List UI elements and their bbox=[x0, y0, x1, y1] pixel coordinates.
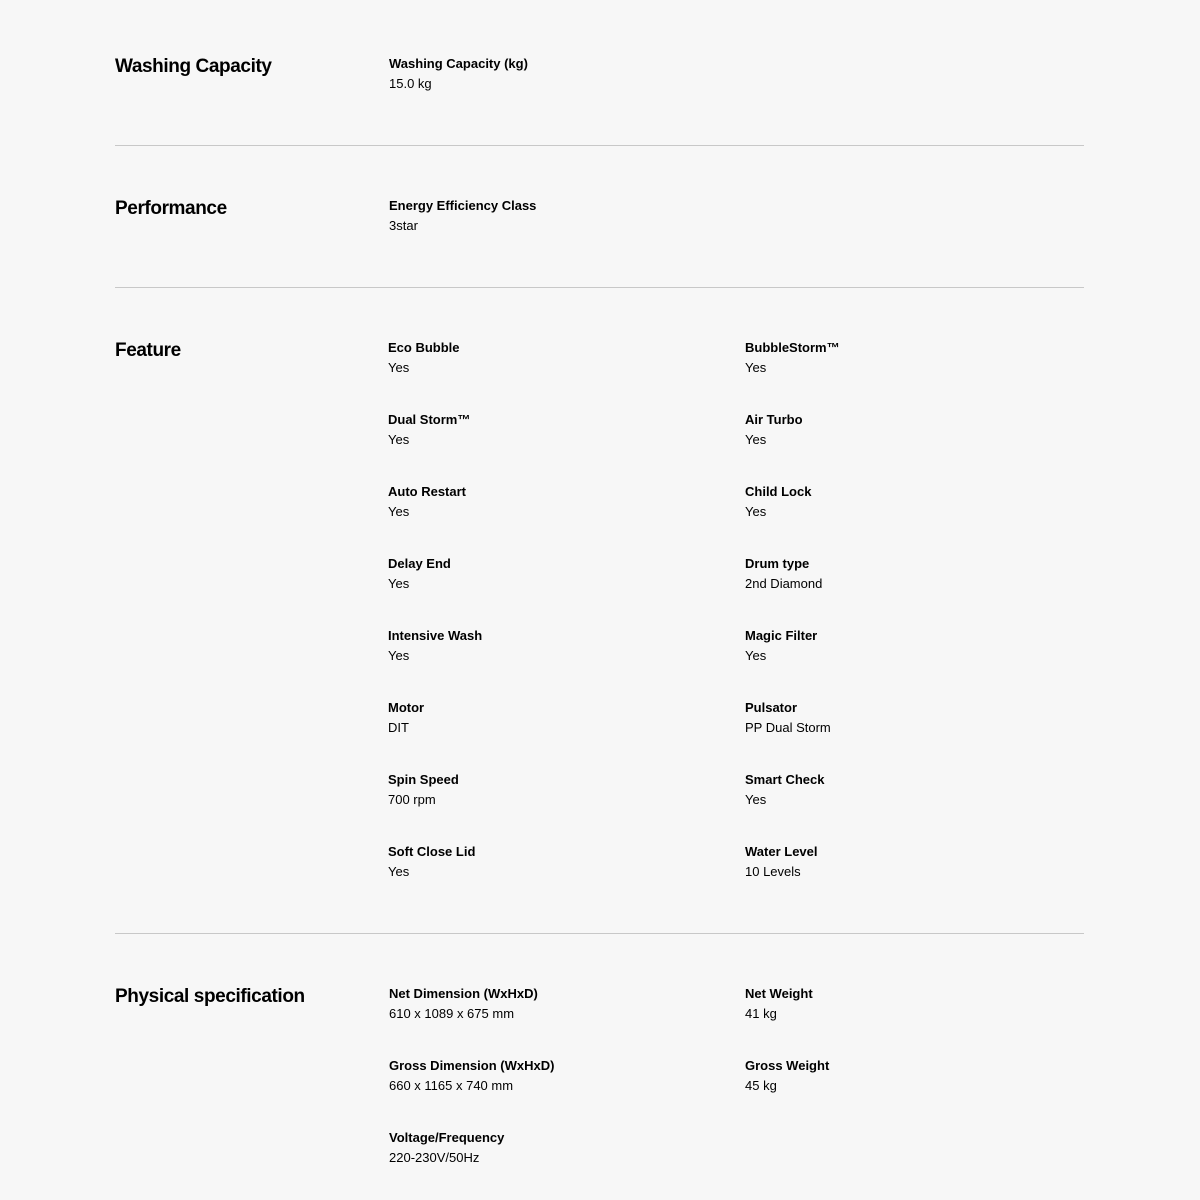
spec-label: Delay End bbox=[388, 556, 451, 571]
spec-net-weight bbox=[745, 985, 1075, 1023]
spec-value: Yes bbox=[388, 360, 410, 375]
spec-soft-close-lid bbox=[388, 843, 718, 881]
spec-spin-speed bbox=[388, 771, 718, 809]
spec-value: 10 Levels bbox=[745, 864, 801, 879]
spec-label: Air Turbo bbox=[745, 412, 803, 427]
spec-washing-capacity bbox=[389, 55, 719, 93]
spec-label: Pulsator bbox=[745, 700, 798, 715]
section-title: Performance bbox=[115, 198, 227, 219]
spec-value: Yes bbox=[388, 864, 410, 879]
spec-label: Dual Storm™ bbox=[388, 412, 471, 427]
spec-value: Yes bbox=[388, 576, 410, 591]
spec-label: Net Dimension (WxHxD) bbox=[389, 986, 538, 1001]
section-title: Physical specification bbox=[115, 986, 305, 1007]
spec-net-dimension bbox=[389, 985, 719, 1023]
spec-child-lock bbox=[745, 483, 1075, 521]
section-title: Feature bbox=[115, 340, 181, 361]
spec-label: Soft Close Lid bbox=[388, 844, 476, 859]
spec-gross-dimension bbox=[389, 1057, 719, 1095]
spec-value: Yes bbox=[745, 648, 767, 663]
spec-value: Yes bbox=[745, 360, 767, 375]
spec-voltage-frequency bbox=[389, 1129, 719, 1167]
spec-label: Water Level bbox=[745, 844, 818, 859]
spec-gross-weight bbox=[745, 1057, 1075, 1095]
spec-motor bbox=[388, 699, 718, 737]
spec-air-turbo bbox=[745, 411, 1075, 449]
spec-value: 41 kg bbox=[745, 1006, 777, 1021]
spec-eco-bubble bbox=[388, 339, 718, 377]
spec-pulsator bbox=[745, 699, 1075, 737]
spec-value: DIT bbox=[388, 720, 409, 735]
spec-label: Spin Speed bbox=[388, 772, 459, 787]
spec-label: Voltage/Frequency bbox=[389, 1130, 505, 1145]
section-title: Washing Capacity bbox=[115, 56, 272, 77]
spec-intensive-wash bbox=[388, 627, 718, 665]
spec-value: Yes bbox=[745, 792, 767, 807]
spec-label: Gross Weight bbox=[745, 1058, 830, 1073]
spec-label: Motor bbox=[388, 700, 425, 715]
spec-value: Yes bbox=[745, 504, 767, 519]
spec-value: PP Dual Storm bbox=[745, 720, 831, 735]
spec-bubblestorm bbox=[745, 339, 1075, 377]
spec-value: 15.0 kg bbox=[389, 76, 432, 91]
spec-value: 45 kg bbox=[745, 1078, 777, 1093]
spec-value: 220-230V/50Hz bbox=[389, 1150, 480, 1165]
spec-energy-efficiency-class bbox=[389, 197, 719, 235]
spec-value: 2nd Diamond bbox=[745, 576, 823, 591]
spec-value: 700 rpm bbox=[388, 792, 436, 807]
spec-label: Washing Capacity (kg) bbox=[389, 56, 528, 71]
spec-value: Yes bbox=[388, 504, 410, 519]
spec-label: Auto Restart bbox=[388, 484, 467, 499]
spec-auto-restart bbox=[388, 483, 718, 521]
spec-label: Child Lock bbox=[745, 484, 812, 499]
spec-label: Energy Efficiency Class bbox=[389, 198, 537, 213]
spec-value: Yes bbox=[745, 432, 767, 447]
spec-label: Net Weight bbox=[745, 986, 813, 1001]
spec-smart-check bbox=[745, 771, 1075, 809]
spec-value: 3star bbox=[389, 218, 418, 233]
spec-label: Magic Filter bbox=[745, 628, 818, 643]
spec-value: Yes bbox=[388, 648, 410, 663]
spec-label: Gross Dimension (WxHxD) bbox=[389, 1058, 555, 1073]
spec-value: 660 x 1165 x 740 mm bbox=[389, 1078, 514, 1093]
spec-value: Yes bbox=[388, 432, 410, 447]
spec-water-level bbox=[745, 843, 1075, 881]
spec-dual-storm bbox=[388, 411, 718, 449]
spec-label: Eco Bubble bbox=[388, 340, 460, 355]
spec-value: 610 x 1089 x 675 mm bbox=[389, 1006, 515, 1021]
spec-label: Drum type bbox=[745, 556, 810, 571]
section-divider bbox=[115, 287, 1084, 288]
spec-label: Intensive Wash bbox=[388, 628, 483, 643]
spec-delay-end bbox=[388, 555, 718, 593]
spec-drum-type bbox=[745, 555, 1075, 593]
section-divider bbox=[115, 933, 1084, 934]
spec-label: Smart Check bbox=[745, 772, 825, 787]
section-divider bbox=[115, 145, 1084, 146]
spec-label: BubbleStorm™ bbox=[745, 340, 840, 355]
spec-magic-filter bbox=[745, 627, 1075, 665]
